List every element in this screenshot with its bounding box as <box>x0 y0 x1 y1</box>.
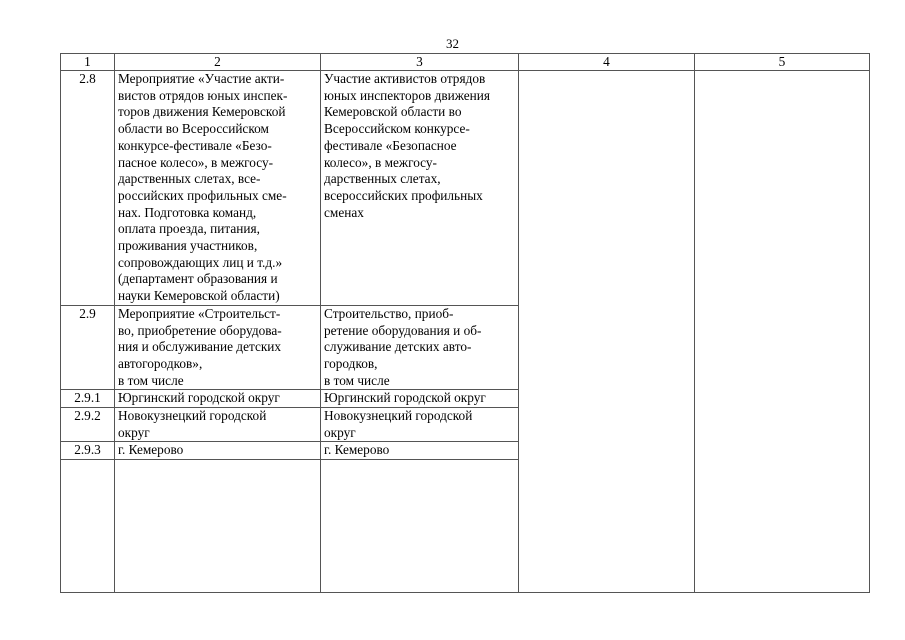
empty-cell <box>61 460 115 593</box>
header-col-2: 2 <box>115 54 321 71</box>
empty-cell <box>321 460 519 593</box>
measure-description: Юргинский городской округ <box>115 390 321 408</box>
table-row <box>61 71 870 306</box>
header-col-1: 1 <box>61 54 115 71</box>
measure-result: г. Кемерово <box>321 442 519 460</box>
header-row <box>61 54 870 71</box>
measure-description: Мероприятие «Строительст- во, приобретение оборудова- ния и обслуживание детских автогородков», в том числе <box>115 305 321 390</box>
row-number: 2.9.2 <box>61 408 115 442</box>
measure-result: Новокузнецкий городской округ <box>321 408 519 442</box>
row-number: 2.9.1 <box>61 390 115 408</box>
measure-description: Мероприятие «Участие акти- вистов отрядов юных инспек- торов движения Кемеровской области во Всероссийском конкурсе-фестивале «Безо- пасное колесо», в межгосу- дарственных слетах, все- российских профильных сме- нах. Подготовка команд, оплата проезда, питания, проживания участников, сопровождающих лиц и т.д.» (департамент образования и науки Кемеровской области) <box>115 71 321 306</box>
measure-result: Участие активистов отрядов юных инспекторов движения Кемеровской области во Всероссийском конкурсе- фестивале «Безопасное колесо», в межгосу- дарственных слетах, всероссийских профильных сменах <box>321 71 519 306</box>
empty-cell <box>115 460 321 593</box>
row-number: 2.8 <box>61 71 115 306</box>
measure-result: Строительство, приоб- ретение оборудования и об- служивание детских авто- городков, в том числе <box>321 305 519 390</box>
measure-description: г. Кемерово <box>115 442 321 460</box>
header-col-3: 3 <box>321 54 519 71</box>
header-col-4: 4 <box>519 54 695 71</box>
page-number: 32 <box>446 36 459 51</box>
column-5-cell <box>695 71 870 593</box>
row-number: 2.9.3 <box>61 442 115 460</box>
header-col-5: 5 <box>695 54 870 71</box>
column-4-cell <box>519 71 695 593</box>
measure-result: Юргинский городской округ <box>321 390 519 408</box>
row-number: 2.9 <box>61 305 115 390</box>
measures-table <box>60 53 870 593</box>
measure-description: Новокузнецкий городской округ <box>115 408 321 442</box>
